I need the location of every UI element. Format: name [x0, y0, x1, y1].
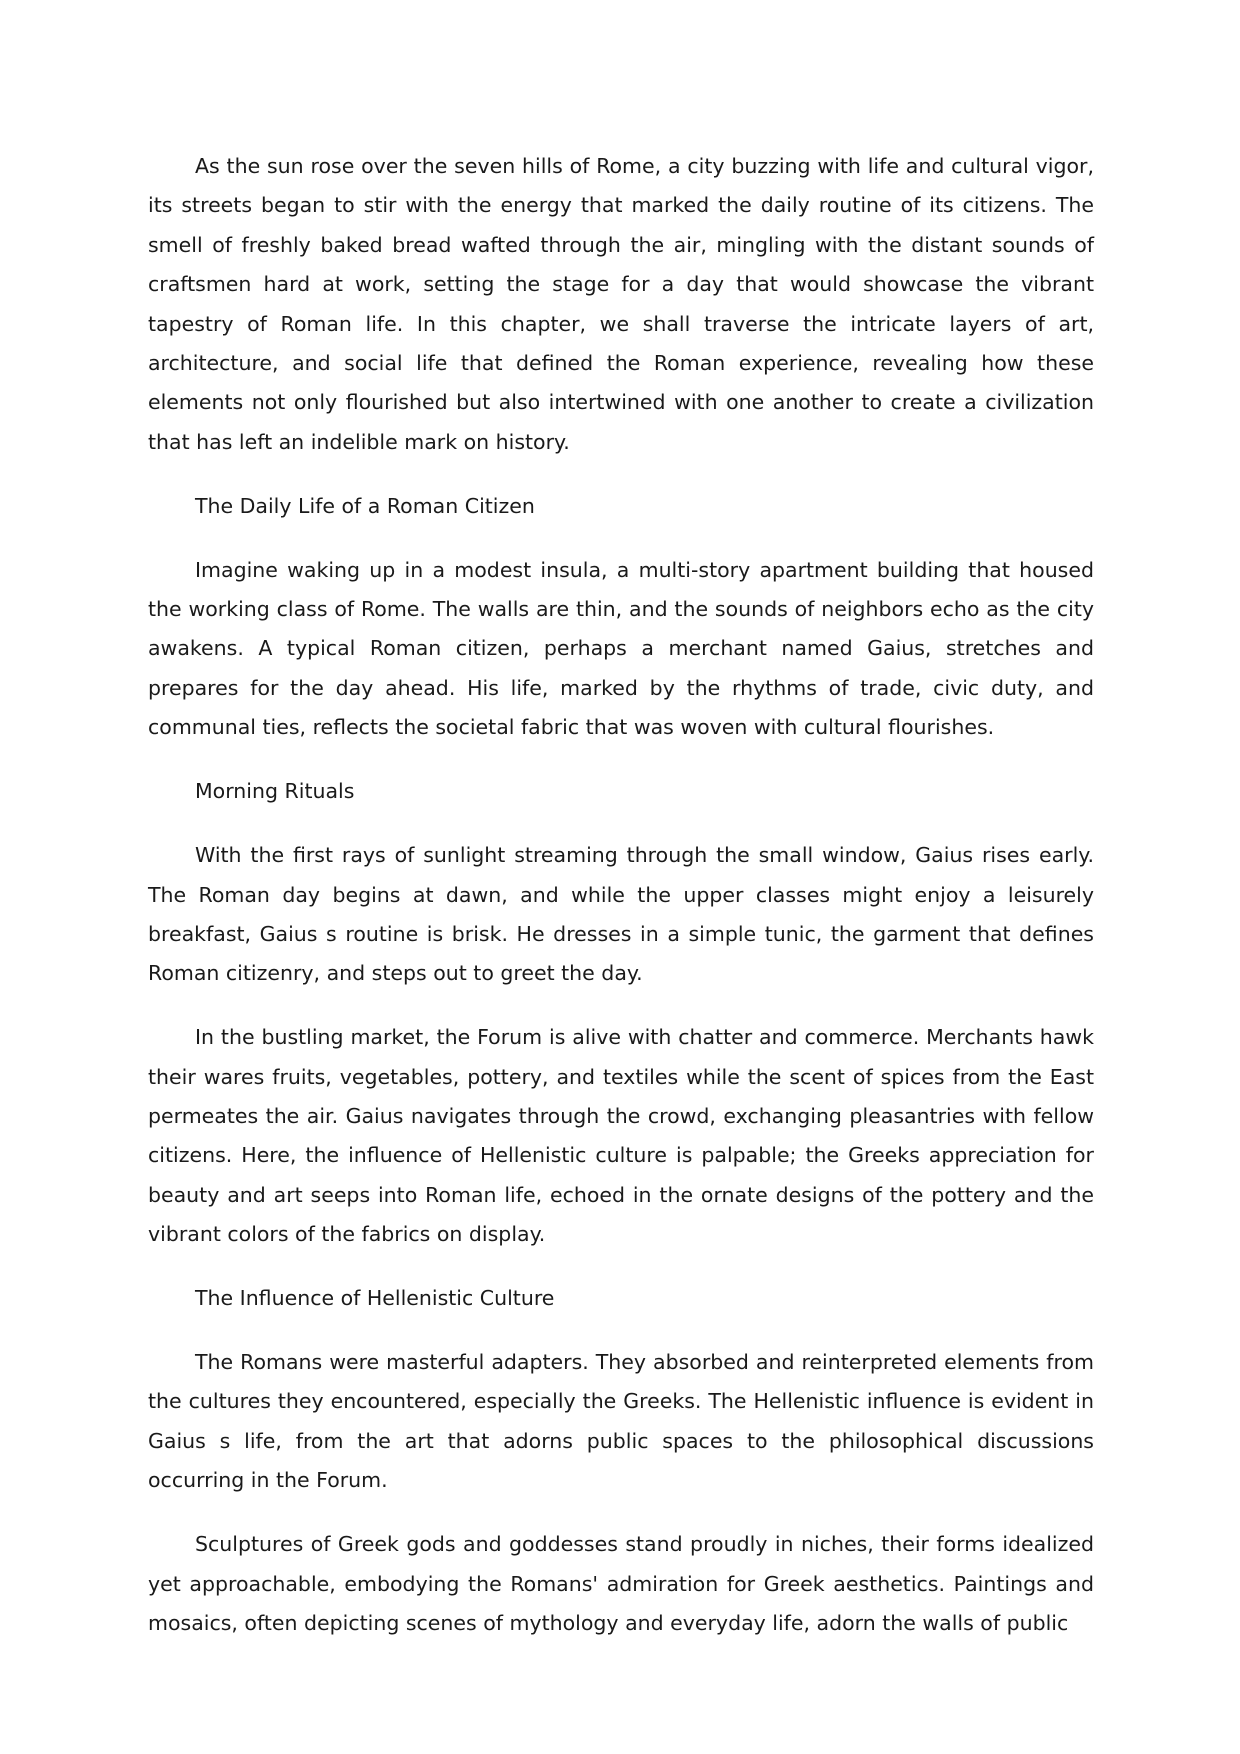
hellenistic-paragraph: The Romans were masterful adapters. They absorbed and reinterpreted elements from the cultures they encountered, especially the Greeks. The Hellenistic influence is evident in Gaius s life, from the art that adorns public spaces to the philosophical discussions occurring in the Forum.	[148, 1350, 1094, 1493]
document-body	[148, 147, 1094, 1668]
market-paragraph: In the bustling market, the Forum is alive with chatter and commerce. Merchants hawk their wares fruits, vegetables, pottery, and textiles while the scent of spices from the East permeates the air. Gaius navigates through the crowd, exchanging pleasantries with fellow citizens. Here, the influence of Hellenistic culture is palpable; the Greeks appreciation for beauty and art seeps into Roman life, echoed in the ornate designs of the pottery and the vibrant colors of the fabrics on display.	[148, 1025, 1094, 1247]
section-heading-morning-rituals: Morning Rituals	[195, 779, 355, 804]
morning-rituals-paragraph: With the first rays of sunlight streaming through the small window, Gaius rises early. The Roman day begins at dawn, and while the upper classes might enjoy a leisurely breakfast, Gaius s routine is brisk. He dresses in a simple tunic, the garment that defines Roman citizenry, and steps out to greet the day.	[148, 843, 1094, 986]
sculptures-paragraph: Sculptures of Greek gods and goddesses stand proudly in niches, their forms idealized yet approachable, embodying the Romans' admiration for Greek aesthetics. Paintings and mosaics, often depicting scenes of mythology and everyday life, adorn the walls of public	[148, 1532, 1094, 1635]
intro-paragraph: As the sun rose over the seven hills of Rome, a city buzzing with life and cultural vigor, its streets began to stir with the energy that marked the daily routine of its citizens. The smell of freshly baked bread wafted through the air, mingling with the distant sounds of craftsmen hard at work, setting the stage for a day that would showcase the vibrant tapestry of Roman life. In this chapter, we shall traverse the intricate layers of art, architecture, and social life that defined the Roman experience, revealing how these elements not only flourished but also intertwined with one another to create a civilization that has left an indelible mark on history.	[148, 154, 1094, 454]
section-heading-daily-life: The Daily Life of a Roman Citizen	[195, 493, 535, 518]
section-heading-hellenistic: The Influence of Hellenistic Culture	[195, 1286, 555, 1311]
daily-life-paragraph: Imagine waking up in a modest insula, a multi-story apartment building that housed the working class of Rome. The walls are thin, and the sounds of neighbors echo as the city awakens. A typical Roman citizen, perhaps a merchant named Gaius, stretches and prepares for the day ahead. His life, marked by the rhythms of trade, civic duty, and communal ties, reflects the societal fabric that was woven with cultural flourishes.	[148, 557, 1094, 740]
